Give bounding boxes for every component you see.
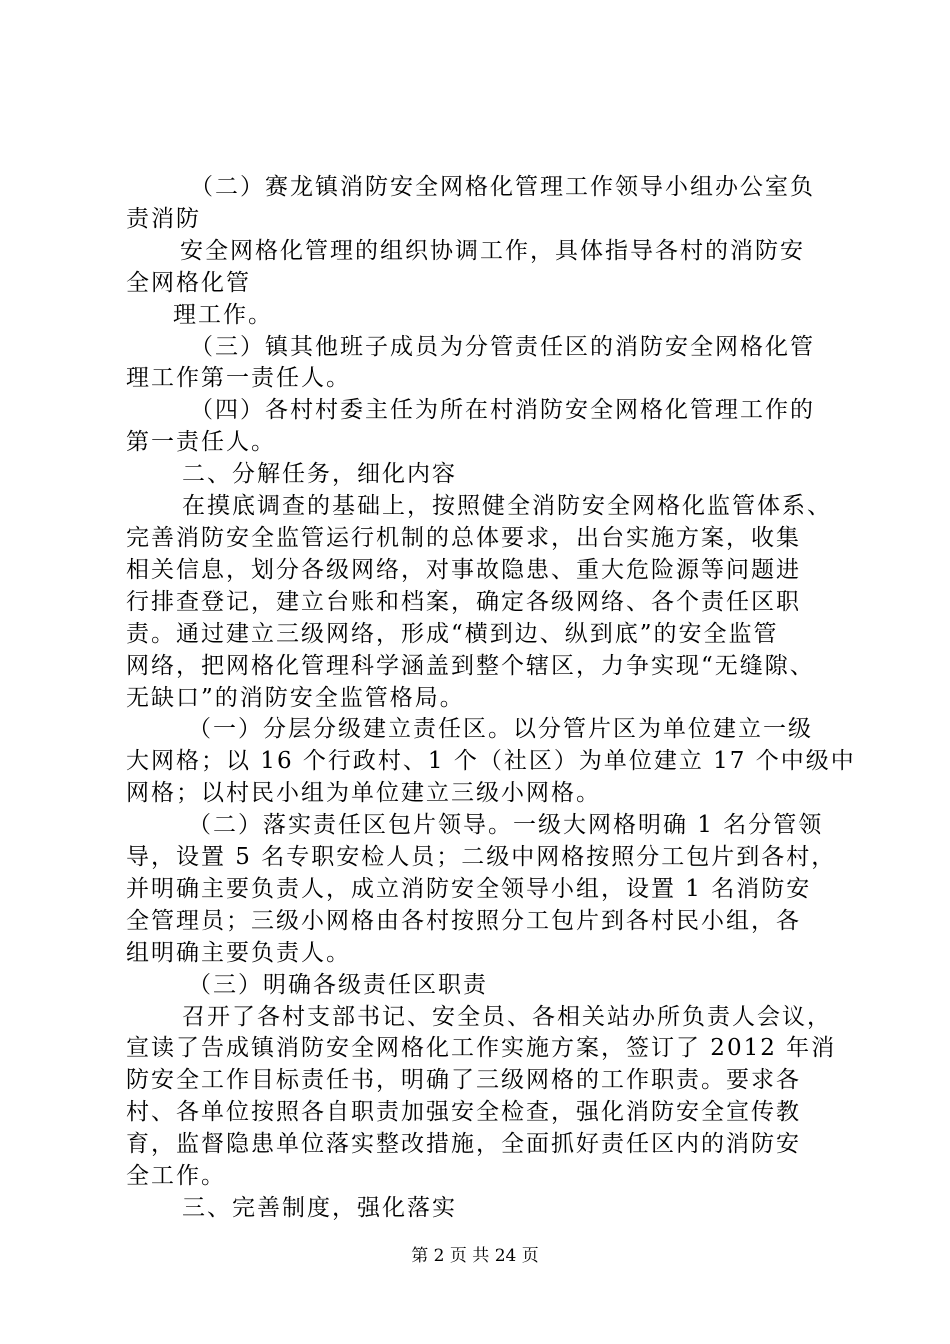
paragraph-line: （三）明确各级责任区职责 [188, 971, 488, 998]
paragraph-line: 责。通过建立三级网络，形成“横到边、纵到底”的安全监管 [126, 620, 779, 647]
page-number-footer: 第 2 页 共 24 页 [411, 1246, 539, 1266]
paragraph-line: 行排查登记，建立台账和档案，确定各级网络、各个责任区职 [126, 588, 801, 615]
paragraph-line: （二）落实责任区包片领导。一级大网格明确 1 名分管领 [188, 812, 824, 839]
paragraph-line: 完善消防安全监管运行机制的总体要求，出台实施方案，收集 [126, 524, 801, 551]
paragraph-line: 导，设置 5 名专职安检人员；二级中网格按照分工包片到各村， [126, 844, 837, 871]
paragraph-line: 理工作。 [173, 301, 273, 328]
paragraph-line: （四）各村村委主任为所在村消防安全网格化管理工作的 [190, 397, 815, 424]
paragraph-line: 召开了各村支部书记、安全员、各相关站办所负责人会议， [182, 1003, 832, 1030]
paragraph-line: （二）赛龙镇消防安全网格化管理工作领导小组办公室负 [190, 174, 815, 200]
paragraph-line: 在摸底调查的基础上，按照健全消防安全网格化监管体系、 [182, 493, 832, 520]
paragraph-line: （三）镇其他班子成员为分管责任区的消防安全网格化管 [190, 333, 815, 360]
paragraph-line: 无缺口”的消防安全监管格局。 [126, 684, 465, 711]
paragraph-line: 全管理员；三级小网格由各村按照分工包片到各村民小组，各 [126, 907, 801, 934]
section-heading: 二、分解任务，细化内容 [182, 461, 457, 488]
paragraph-line: 防安全工作目标责任书，明确了三级网格的工作职责。要求各 [126, 1067, 801, 1094]
paragraph-line: 安全网格化管理的组织协调工作，具体指导各村的消防安 [180, 237, 805, 264]
paragraph-line: 网格；以村民小组为单位建立三级小网格。 [126, 780, 601, 807]
paragraph-line: （一）分层分级建立责任区。以分管片区为单位建立一级 [188, 716, 813, 743]
paragraph-line: 育，监督隐患单位落实整改措施，全面抓好责任区内的消防安 [126, 1131, 801, 1158]
paragraph-line: 理工作第一责任人。 [126, 365, 351, 392]
paragraph-line: 村、各单位按照各自职责加强安全检查，强化消防安全宣传教 [126, 1099, 801, 1126]
paragraph-line: 全网格化管 [126, 269, 251, 296]
paragraph-line: 并明确主要负责人，成立消防安全领导小组，设置 1 名消防安 [126, 875, 812, 902]
paragraph-line: 第一责任人。 [126, 429, 276, 456]
paragraph-line: 责消防 [126, 205, 201, 232]
paragraph-line: 网络，把网格化管理科学涵盖到整个辖区，力争实现“无缝隙、 [126, 652, 815, 679]
paragraph-line: 宣读了告成镇消防安全网格化工作实施方案，签订了 2012 年消 [126, 1035, 837, 1062]
document-body [126, 172, 856, 1225]
section-heading: 三、完善制度，强化落实 [182, 1195, 457, 1221]
paragraph-line: 相关信息，划分各级网络，对事故隐患、重大危险源等问题进 [126, 556, 801, 583]
paragraph-line: 全工作。 [126, 1163, 226, 1190]
paragraph-line: 组明确主要负责人。 [126, 939, 351, 966]
paragraph-line: 大网格；以 16 个行政村、1 个（社区）为单位建立 17 个中级中 [126, 748, 856, 775]
